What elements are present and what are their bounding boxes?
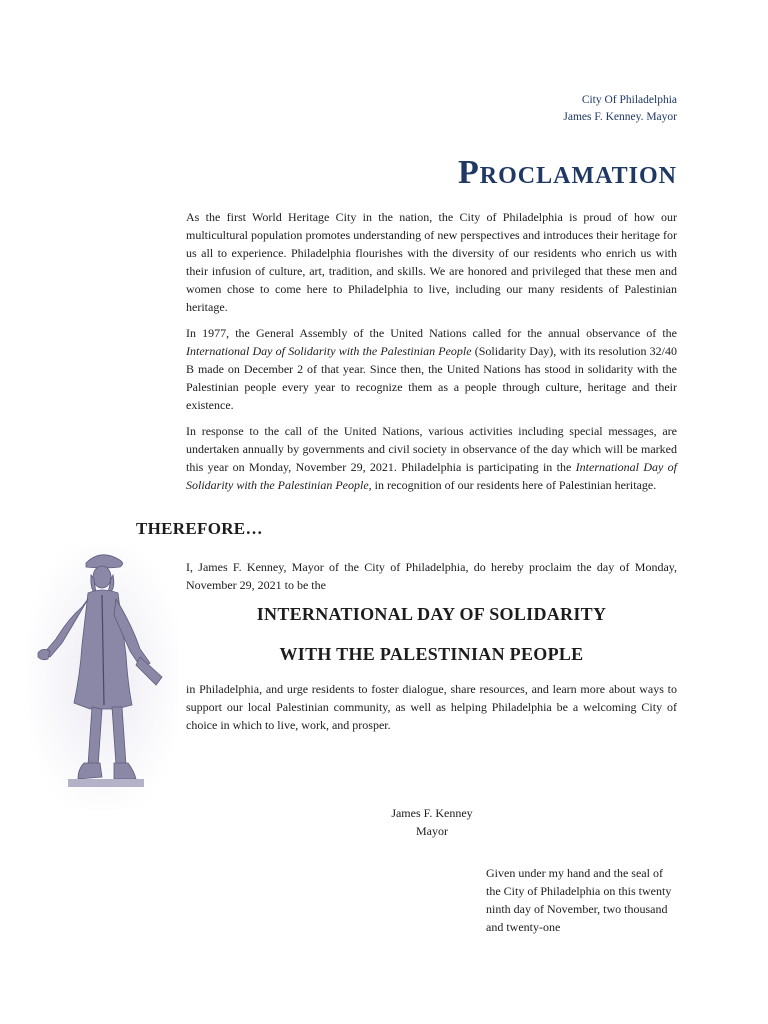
letterhead: [563, 92, 677, 126]
closing-text: in Philadelphia, and urge residents to foster dialogue, share resources, and learn more about ways to support our local Palestinian community, as well as helping Philadelphia be a welcoming City of choice in which to live, work, and prosper.: [186, 682, 677, 732]
therefore-heading: THEREFORE…: [136, 519, 263, 538]
paragraph-un-history-text-a: In 1977, the General Assembly of the United Nations called for the annual observance of the: [186, 326, 677, 340]
preamble: [186, 208, 677, 502]
headline-line-2: WITH THE PALESTINIAN PEOPLE: [279, 644, 584, 664]
proclamation-statement: [186, 558, 677, 602]
letterhead-mayor: James F. Kenney. Mayor: [563, 111, 677, 123]
letterhead-city: City Of Philadelphia: [581, 94, 677, 106]
seal-line: ninth day of November, two thousand: [486, 902, 668, 916]
closing-statement: [186, 680, 677, 742]
seal-line: the City of Philadelphia on this twenty: [486, 884, 672, 898]
seal-line: and twenty-one: [486, 920, 561, 934]
paragraph-observance-text-a: In response to the call of the United Nations, various activities including special messages, are undertaken annually by governments and civil society in observance of the day which will be marked this year on Monday, November 29, 2021. Philadelphia is participating in the: [186, 424, 677, 474]
paragraph-un-history-text-b: (Solidarity Day), with its resolution 32/40 B made on December 2 of that year. Since then, the United Nations has stood in solidarity with the Palestinian people every year to recognize them as a people through culture, heritage and their existence.: [186, 344, 677, 412]
paragraph-observance-day-name: International Day of Solidarity with the Palestinian People: [186, 460, 678, 492]
paragraph-un-history-day-name: International Day of Solidarity with the Palestinian People: [186, 344, 472, 358]
seal-statement: [486, 864, 686, 936]
proclaim-text: I, James F. Kenney, Mayor of the City of Philadelphia, do hereby proclaim the day of Monday, November 29, 2021 to be the: [186, 560, 677, 592]
signature-title: Mayor: [416, 824, 448, 838]
william-penn-statue-icon: [28, 545, 178, 810]
headline-line-1: INTERNATIONAL DAY OF SOLIDARITY: [256, 604, 607, 624]
paragraph-un-history: [186, 324, 677, 414]
signature-block: [372, 804, 492, 840]
signature-name: James F. Kenney: [391, 806, 473, 820]
paragraph-observance-text-b: , in recognition of our residents here of Palestinian heritage.: [368, 478, 657, 492]
seal-line: Given under my hand and the seal of: [486, 866, 663, 880]
page-title: Proclamation: [458, 154, 677, 191]
paragraph-heritage: As the first World Heritage City in the nation, the City of Philadelphia is proud of how our multicultural population promotes understanding of new perspectives and introduces their heritage for us all to experience. Philadelphia flourishes with the diversity of our residents who enrich us with their infusion of culture, art, tradition, and skills. We are honored and privileged that these men and women chose to come here to Philadelphia to live, including our many residents of Palestinian heritage.: [186, 210, 677, 314]
paragraph-observance: [186, 422, 677, 494]
